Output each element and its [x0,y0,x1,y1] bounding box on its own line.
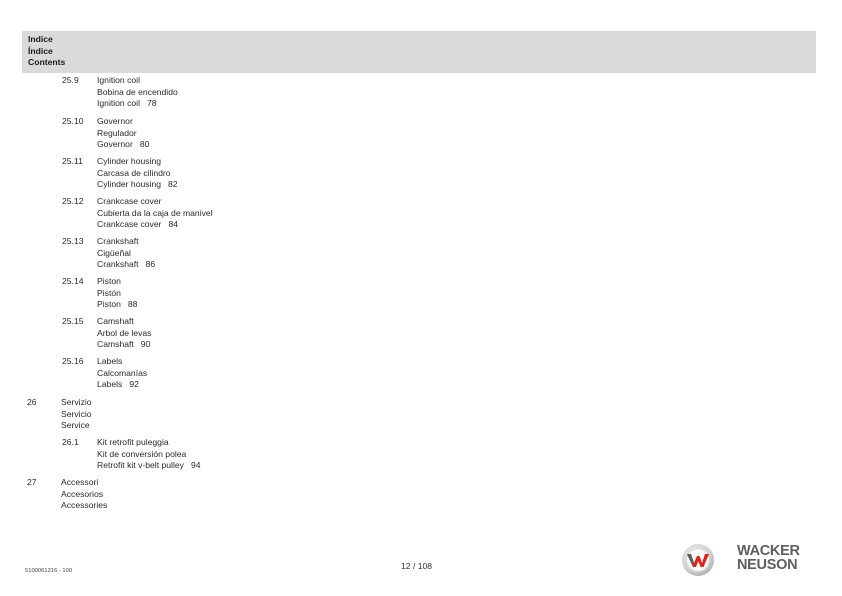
chapter-title-it: Accessori [61,477,99,487]
page-number[interactable]: 86 [145,259,156,270]
entry-title-it: Labels [97,356,123,366]
w-badge-icon [682,544,714,576]
chapter-title-en: Accessories [61,500,108,511]
header-title-es: Índice [28,45,53,56]
entry-title-it: Cylinder housing [97,156,162,166]
entry-title-es: Kit de conversión polea [97,448,187,459]
page-number[interactable]: 90 [140,339,151,350]
page-number[interactable]: 94 [190,460,201,471]
logo-text-wacker: WACKER [737,543,800,559]
entry-title-en[interactable]: Piston [97,299,121,310]
entry-title-it: Piston [97,276,121,286]
entry-title-it: Kit retrofit puleggia [97,437,169,447]
chapter-title-en: Service [61,420,90,431]
page-number[interactable]: 78 [147,98,157,109]
entry-title-it: Camshaft [97,316,134,326]
entry-title-en[interactable]: Retrofit kit v-belt pulley [97,460,184,471]
entry-number: 25.13 [62,236,84,246]
entry-number: 25.16 [62,356,84,366]
entry-title-es: Carcasa de cilindro [97,167,171,178]
page-number[interactable]: 88 [127,299,138,310]
entry-title-it: Ignition coil [97,75,140,85]
entry-title-es: Pistón [97,287,121,298]
page-number[interactable]: 92 [129,379,139,390]
entry-title-es: Arbol de levas [97,327,152,338]
entry-number: 25.10 [62,116,84,126]
entry-number: 25.11 [62,156,83,166]
chapter-title-it: Servizio [61,397,92,407]
page-number[interactable]: 84 [168,219,179,230]
chapter-title-es: Servicio [61,408,92,419]
entry-number: 25.14 [62,276,84,286]
entry-title-it: Crankshaft [97,236,139,246]
entry-number: 25.12 [62,196,84,206]
entry-title-en[interactable]: Labels [97,379,123,390]
entry-title-en[interactable]: Camshaft [97,339,134,350]
header-title-en: Contents [28,57,66,67]
page-number[interactable]: 82 [168,179,178,190]
entry-title-es: Regulador [97,127,137,138]
entry-number: 25.15 [62,316,84,326]
chapter-number: 26 [27,397,37,407]
entry-title-es: Cigüeñal [97,247,131,258]
entry-title-es: Cubierta da la caja de manivel [97,207,213,218]
entry-title-en[interactable]: Ignition coil [97,98,140,109]
logo-text-neuson: NEUSON [737,557,798,573]
contents-header [22,31,816,73]
chapter-number: 27 [27,477,37,487]
page-number[interactable]: 80 [139,139,150,150]
wacker-neuson-logo [682,543,818,577]
entry-title-en[interactable]: Governor [97,139,133,150]
header-title-it: Indice [28,34,53,44]
entry-title-es: Calcomanías [97,367,148,378]
entry-title-en[interactable]: Crankshaft [97,259,139,270]
page-indicator: 12 / 108 [401,561,433,571]
entry-title-en[interactable]: Cylinder housing [97,179,162,190]
entry-title-it: Crankcase cover [97,196,162,206]
document-number: 5100061216 - 100 [25,568,73,574]
entry-title-en[interactable]: Crankcase cover [97,219,162,230]
chapter-title-es: Accesorios [61,488,104,499]
entry-number: 26.1 [62,437,79,447]
entry-title-it: Governor [97,116,133,126]
entry-title-es: Bobina de encendido [97,86,178,97]
entry-number: 25.9 [62,75,79,85]
